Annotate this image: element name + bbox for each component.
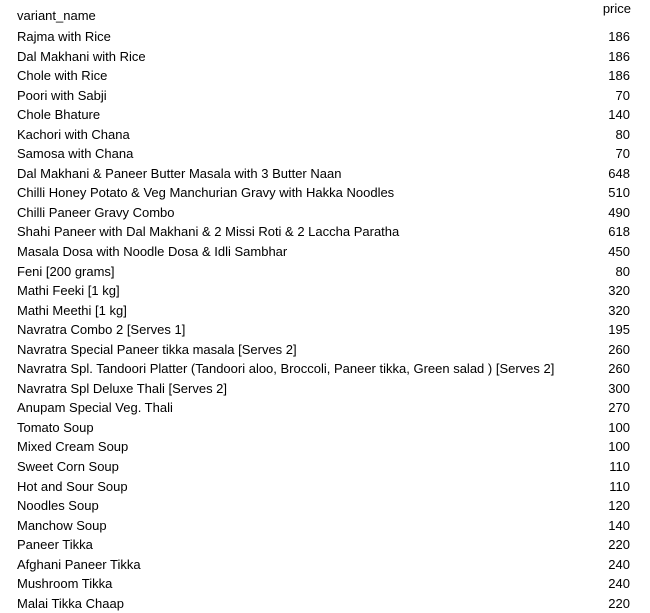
price-cell: 186 — [608, 29, 630, 44]
variant-name-cell: Hot and Sour Soup — [17, 478, 128, 494]
price-cell: 195 — [608, 322, 630, 338]
price-cell: 140 — [608, 517, 630, 533]
price-cell: 240 — [608, 556, 630, 572]
table-row — [0, 418, 650, 438]
price-cell: 100 — [608, 439, 630, 455]
variant-name-cell: Mathi Feeki [1 kg] — [17, 283, 120, 299]
price-cell: 260 — [608, 341, 630, 357]
price-cell: 80 — [615, 126, 630, 142]
price-cell: 490 — [608, 204, 630, 220]
table-row — [0, 27, 650, 47]
variant-name-cell: Feni [200 grams] — [17, 263, 115, 279]
variant-name-cell: Shahi Paneer with Dal Makhani & 2 Missi Roti & 2 Laccha Paratha — [17, 224, 400, 240]
price-cell: 510 — [608, 185, 630, 201]
variant-name-cell: Navratra Spl. Tandoori Platter (Tandoori aloo, Broccoli, Paneer tikka, Green salad ) [Serves 2] — [17, 361, 555, 377]
price-cell: 140 — [608, 107, 630, 123]
table-row — [0, 262, 650, 282]
table-row — [0, 437, 650, 457]
table-row — [0, 86, 650, 106]
variant-name-cell: Mixed Cream Soup — [17, 439, 129, 455]
variant-name-cell: Paneer Tikka — [17, 537, 93, 553]
price-cell: 110 — [609, 459, 630, 475]
price-cell: 450 — [608, 244, 630, 260]
table-row — [0, 66, 650, 86]
table-row — [0, 125, 650, 145]
price-cell: 220 — [608, 537, 630, 553]
variant-name-cell: Poori with Sabji — [17, 87, 107, 103]
table-row — [0, 379, 650, 399]
price-cell: 300 — [608, 380, 630, 396]
price-cell: 260 — [608, 361, 630, 377]
price-cell: 120 — [608, 498, 630, 514]
price-cell: 220 — [608, 595, 630, 611]
table-row — [0, 535, 650, 555]
variant-name-cell: Manchow Soup — [17, 517, 107, 533]
variant-name-cell: Kachori with Chana — [17, 126, 130, 142]
price-cell: 186 — [608, 68, 630, 84]
price-cell: 70 — [615, 87, 630, 103]
variant-name-cell: Mushroom Tikka — [17, 576, 113, 592]
variant-name-cell: Anupam Special Veg. Thali — [17, 400, 173, 416]
variant-name-cell: Navratra Spl Deluxe Thali [Serves 2] — [17, 380, 228, 396]
table-row — [0, 594, 650, 613]
variant-name-cell: Navratra Special Paneer tikka masala [Serves 2] — [17, 341, 297, 357]
price-cell: 240 — [608, 576, 630, 592]
variant-name-cell: Tomato Soup — [17, 419, 94, 435]
variant-name-cell: Samosa with Chana — [17, 146, 134, 162]
variant-name-cell: Dal Makhani with Rice — [17, 48, 146, 64]
table-row — [0, 555, 650, 575]
price-cell: 270 — [608, 400, 630, 416]
price-cell: 80 — [615, 263, 630, 279]
price-cell: 110 — [609, 478, 630, 494]
variant-name-cell: Rajma with Rice — [17, 29, 111, 44]
table-row — [0, 340, 650, 360]
table-row — [0, 574, 650, 594]
variant-name-cell: Mathi Meethi [1 kg] — [17, 302, 127, 318]
table-header — [0, 0, 650, 28]
table-row — [0, 398, 650, 418]
table-row — [0, 320, 650, 340]
price-cell: 320 — [608, 302, 630, 318]
price-cell: 100 — [608, 419, 630, 435]
variant-name-cell: Dal Makhani & Paneer Butter Masala with 3 Butter Naan — [17, 165, 342, 181]
column-header-price: price — [602, 1, 631, 16]
price-cell: 648 — [608, 165, 630, 181]
table-row — [0, 203, 650, 223]
table-row — [0, 359, 650, 379]
variant-name-cell: Chole Bhature — [17, 107, 101, 123]
variant-name-cell: Chole with Rice — [17, 68, 108, 84]
price-cell: 186 — [608, 48, 630, 64]
variant-name-cell: Malai Tikka Chaap — [17, 595, 124, 611]
table-row — [0, 281, 650, 301]
variant-name-cell: Navratra Combo 2 [Serves 1] — [17, 322, 186, 338]
table-row — [0, 242, 650, 262]
table-row — [0, 164, 650, 184]
table-row — [0, 516, 650, 536]
table-row — [0, 47, 650, 67]
variant-name-cell: Chilli Honey Potato & Veg Manchurian Gravy with Hakka Noodles — [17, 185, 395, 201]
table-row — [0, 183, 650, 203]
column-header-variant-name: variant_name — [17, 8, 96, 23]
price-cell: 618 — [608, 224, 630, 240]
variant-name-cell: Afghani Paneer Tikka — [17, 556, 141, 572]
table-row — [0, 105, 650, 125]
price-cell: 320 — [608, 283, 630, 299]
table-row — [0, 222, 650, 242]
variant-name-cell: Sweet Corn Soup — [17, 459, 119, 475]
variant-name-cell: Chilli Paneer Gravy Combo — [17, 204, 175, 220]
table-row — [0, 477, 650, 497]
table-row — [0, 301, 650, 321]
variant-name-cell: Noodles Soup — [17, 498, 99, 514]
price-cell: 70 — [615, 146, 630, 162]
table-body — [0, 27, 650, 613]
table-row — [0, 457, 650, 477]
table-row — [0, 496, 650, 516]
table-row — [0, 144, 650, 164]
variant-name-cell: Masala Dosa with Noodle Dosa & Idli Sambhar — [17, 244, 288, 260]
